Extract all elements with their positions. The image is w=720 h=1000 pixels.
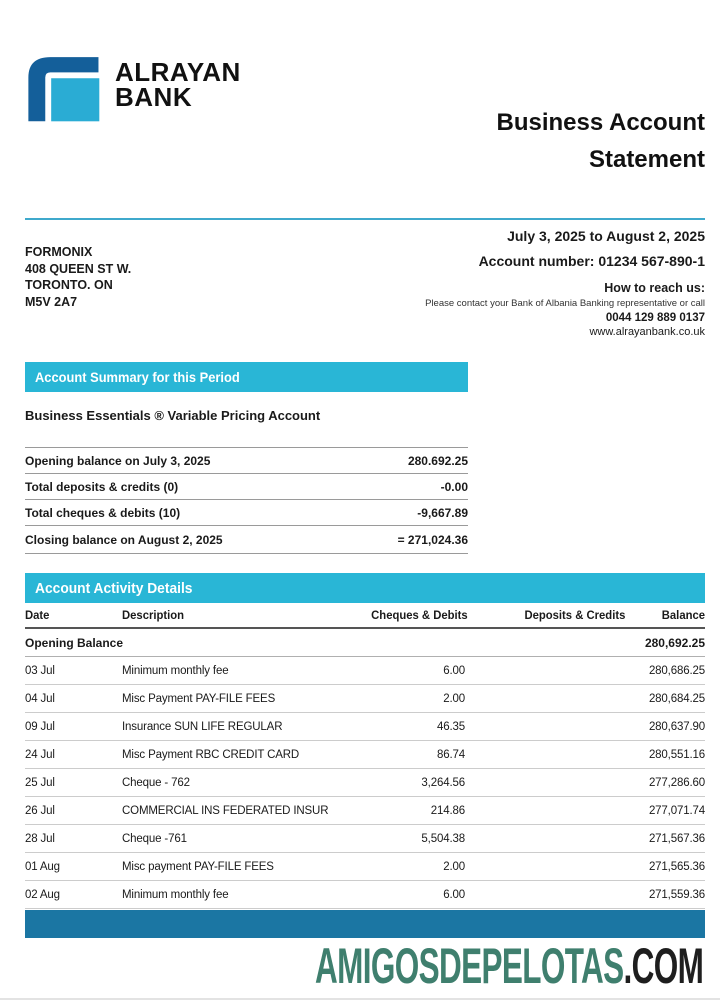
summary-value: -9,667.89 [417,505,468,520]
txn-balance: 277,286.60 [648,776,705,789]
summary-section-header [25,362,468,392]
txn-description: Minimum monthly fee [122,888,229,901]
document-title [497,104,706,178]
table-row [25,853,705,881]
txn-balance: 277,071.74 [648,804,705,817]
opening-balance-value: 280,692.25 [644,635,705,650]
txn-description: COMMERCIAL INS FEDERATED INSUR [122,804,329,817]
table-row [25,769,705,797]
info-row [25,228,705,338]
txn-balance: 271,559.36 [648,888,705,901]
col-description: Description [122,608,185,623]
summary-label: Total deposits & credits (0) [25,479,179,494]
summary-label: Total cheques & debits (10) [25,505,181,520]
activity-table [25,603,705,909]
txn-date: 24 Jul [25,748,55,761]
txn-date: 03 Jul [25,664,55,677]
txn-description: Misc payment PAY-FILE FEES [122,860,274,873]
bank-logo [25,42,241,128]
txn-date: 01 Aug [25,860,60,873]
bank-name-line2: BANK [115,82,193,112]
contact-heading: How to reach us: [604,281,705,296]
product-name: Business Essentials ® Variable Pricing Account [25,408,321,424]
document-title-line2: Statement [588,146,705,174]
txn-debit: 2.00 [443,860,465,873]
contact-phone: 0044 129 889 0137 [605,312,705,325]
col-deposits-credits: Deposits & Credits [524,608,625,623]
summary-label: Closing balance on August 2, 2025 [25,532,223,547]
document-title-line1: Business Account [496,109,705,136]
col-date: Date [25,608,50,623]
summary-row-debits [25,499,468,525]
txn-date: 02 Aug [25,888,60,901]
txn-debit: 86.74 [436,748,465,761]
txn-debit: 5,504.38 [421,832,465,845]
txn-date: 28 Jul [25,832,55,845]
customer-address2: TORONTO. ON [25,278,113,293]
summary-row-closing [25,525,468,554]
summary-value: = 271,024.36 [397,532,468,547]
table-row [25,881,705,909]
txn-description: Minimum monthly fee [122,664,229,677]
txn-description: Misc Payment PAY-FILE FEES [122,692,276,705]
customer-address [25,244,131,338]
opening-balance-row [25,629,705,657]
table-row [25,685,705,713]
footer-bar [25,910,705,938]
txn-balance: 271,565.36 [648,860,705,873]
txn-description: Insurance SUN LIFE REGULAR [122,720,283,733]
bank-logo-icon [25,42,101,128]
summary-row-opening [25,447,468,473]
txn-description: Cheque -761 [122,832,187,845]
txn-debit: 46.35 [436,720,465,733]
header-divider [25,218,705,220]
txn-balance: 280,637.90 [648,720,705,733]
col-cheques-debits: Cheques & Debits [371,608,468,623]
txn-date: 04 Jul [25,692,55,705]
txn-balance: 280,551.16 [648,748,705,761]
summary-section-title: Account Summary for this Period [35,369,240,386]
txn-debit: 3,264.56 [421,776,465,789]
statement-info [425,228,705,338]
bank-name [115,57,241,112]
table-row [25,741,705,769]
customer-address1: 408 QUEEN ST W. [25,261,132,276]
summary-row-deposits [25,473,468,499]
txn-debit: 6.00 [443,664,465,677]
txn-balance: 280,684.25 [648,692,705,705]
watermark-tld: .COM [623,938,703,995]
customer-postcode: M5V 2A7 [25,294,78,309]
txn-debit: 214.86 [430,804,465,817]
table-row [25,657,705,685]
watermark-name: AMIGOSDEPELOTAS [314,938,624,995]
txn-date: 25 Jul [25,776,55,789]
col-balance: Balance [661,608,705,623]
txn-debit: 6.00 [443,888,465,901]
contact-line: Please contact your Bank of Albania Banking representative or call [425,298,705,310]
table-row [25,825,705,853]
summary-value: 280.692.25 [407,453,468,468]
txn-debit: 2.00 [443,692,465,705]
contact-website: www.alrayanbank.co.uk [589,326,705,339]
summary-table [25,447,468,554]
txn-date: 09 Jul [25,720,55,733]
site-watermark [25,938,705,995]
txn-balance: 271,567.36 [648,832,705,845]
txn-description: Misc Payment RBC CREDIT CARD [122,748,300,761]
txn-balance: 280,686.25 [648,664,705,677]
customer-name: FORMONIX [25,245,93,260]
activity-section-title: Account Activity Details [35,579,193,597]
account-number: Account number: 01234 567-890-1 [478,253,705,270]
table-row [25,713,705,741]
activity-section-header [25,573,705,603]
statement-period: July 3, 2025 to August 2, 2025 [507,228,705,245]
txn-description: Cheque - 762 [122,776,190,789]
header [25,42,705,178]
opening-balance-label: Opening Balance [25,635,124,650]
txn-date: 26 Jul [25,804,55,817]
activity-table-header [25,603,705,629]
table-row [25,797,705,825]
summary-value: -0.00 [440,479,468,494]
summary-label: Opening balance on July 3, 2025 [25,453,211,468]
bank-name-line1: ALRAYAN [115,57,241,88]
